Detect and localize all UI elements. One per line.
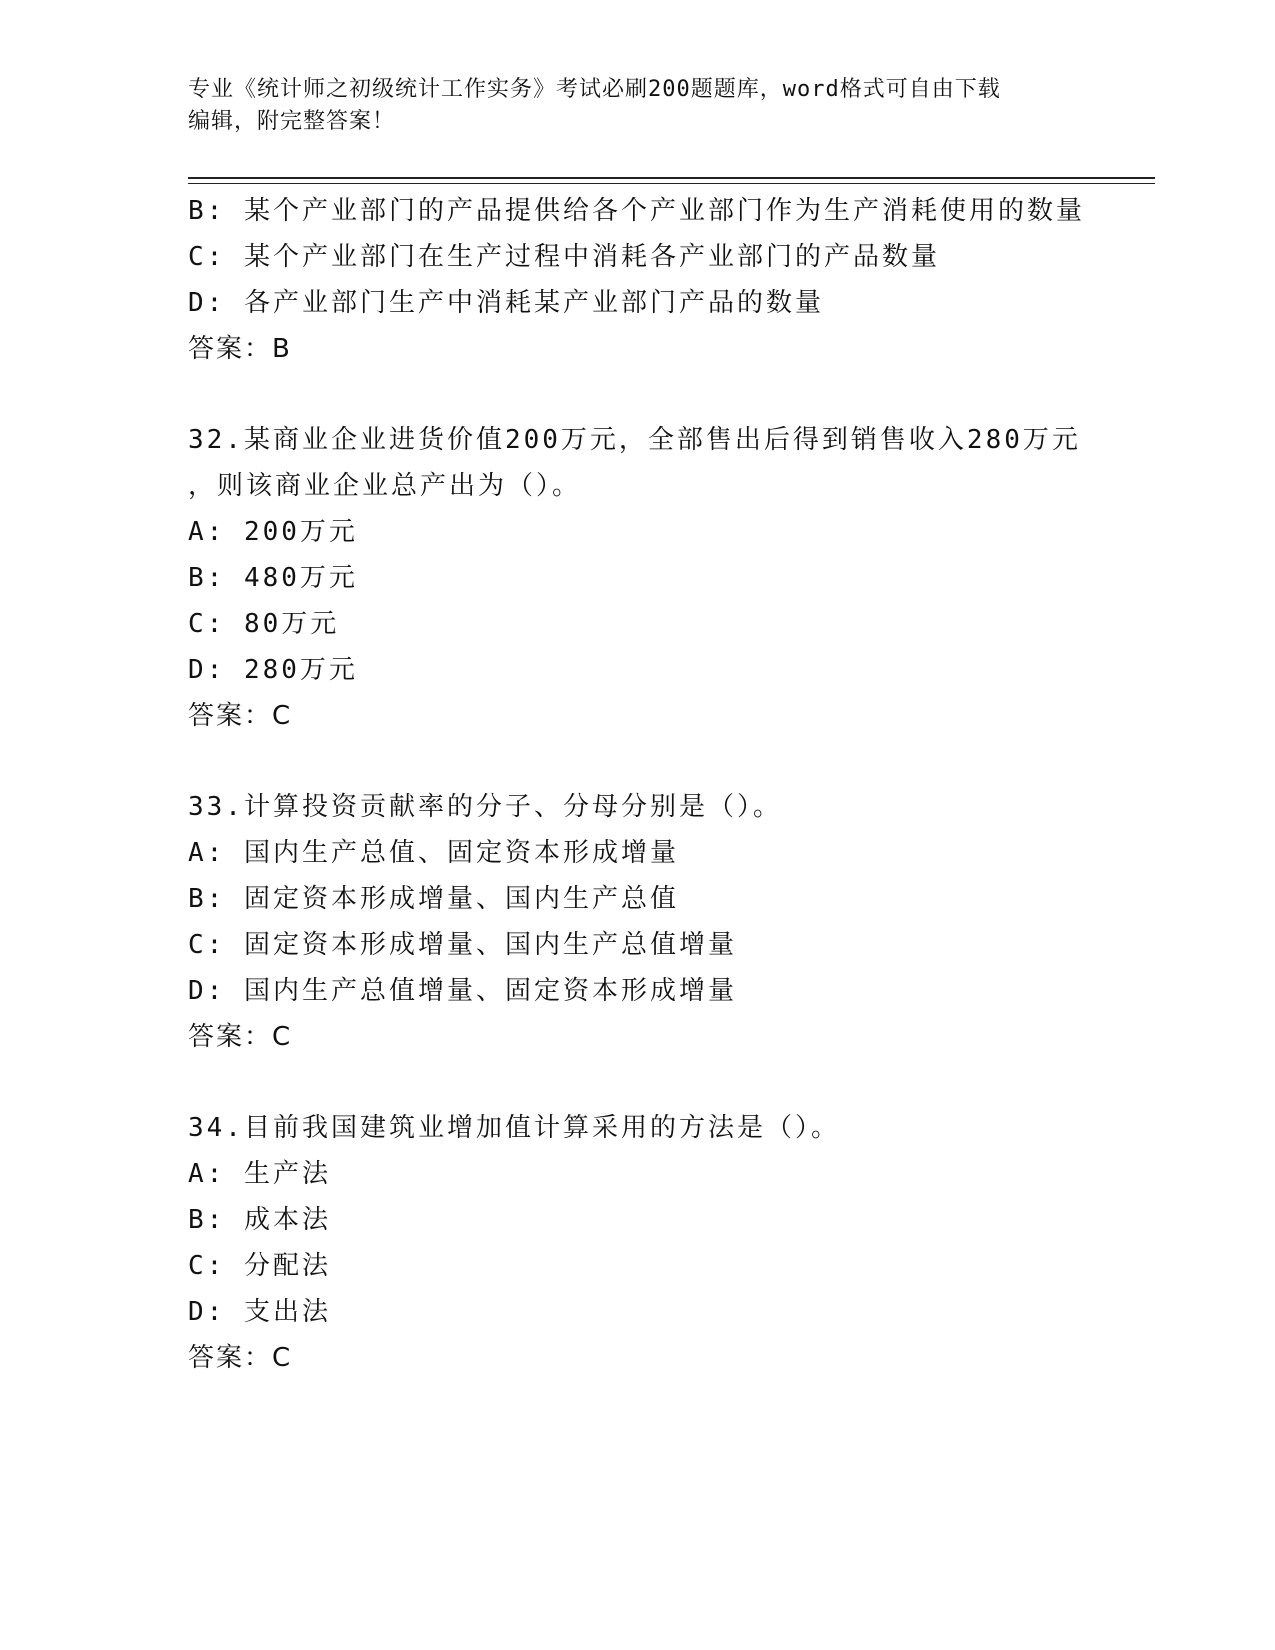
- option-b: B: 480万元: [188, 563, 358, 593]
- option-a: A: 200万元: [188, 517, 358, 547]
- question-stem: 32.某商业企业进货价值200万元，全部售出后得到销售收入280万元: [188, 425, 1081, 455]
- answer-line: 答案：C: [188, 1022, 293, 1052]
- option-d: D: 各产业部门生产中消耗某产业部门产品的数量: [188, 288, 824, 318]
- question-34: [188, 1105, 1088, 1381]
- question-stem: 34.目前我国建筑业增加值计算采用的方法是（）。: [188, 1113, 840, 1143]
- question-stem: 33.计算投资贡献率的分子、分母分别是（）。: [188, 792, 782, 822]
- option-c: C: 80万元: [188, 609, 340, 639]
- option-b: B: 某个产业部门的产品提供给各个产业部门作为生产消耗使用的数量: [188, 196, 1085, 226]
- option-d: D: 国内生产总值增量、固定资本形成增量: [188, 976, 737, 1006]
- answer-line: 答案：C: [188, 701, 293, 731]
- header-divider-thick: [188, 177, 1155, 179]
- question-31: [188, 188, 1088, 372]
- option-a: A: 生产法: [188, 1159, 331, 1189]
- option-b: B: 成本法: [188, 1205, 331, 1235]
- header-title-line-1: 专业《统计师之初级统计工作实务》考试必刷200题题库，word格式可自由下载: [188, 77, 1001, 102]
- question-gap: [188, 372, 1088, 417]
- question-gap: [188, 739, 1088, 784]
- option-c: C: 分配法: [188, 1251, 331, 1281]
- option-c: C: 某个产业部门在生产过程中消耗各产业部门的产品数量: [188, 242, 940, 272]
- option-d: D: 支出法: [188, 1297, 331, 1327]
- question-stem-continued: ，则该商业企业总产出为（）。: [188, 471, 582, 501]
- answer-line: 答案：C: [188, 1343, 293, 1373]
- answer-line: 答案：B: [188, 334, 292, 364]
- option-b: B: 固定资本形成增量、国内生产总值: [188, 884, 679, 914]
- question-list: [188, 188, 1088, 1381]
- question-33: [188, 784, 1088, 1060]
- document-header: [188, 74, 1068, 138]
- question-32: [188, 417, 1088, 739]
- header-title-line-2: 编辑，附完整答案！: [188, 109, 396, 134]
- header-divider-thin: [188, 183, 1155, 184]
- question-gap: [188, 1060, 1088, 1105]
- option-a: A: 国内生产总值、固定资本形成增量: [188, 838, 679, 868]
- option-c: C: 固定资本形成增量、国内生产总值增量: [188, 930, 737, 960]
- option-d: D: 280万元: [188, 655, 358, 685]
